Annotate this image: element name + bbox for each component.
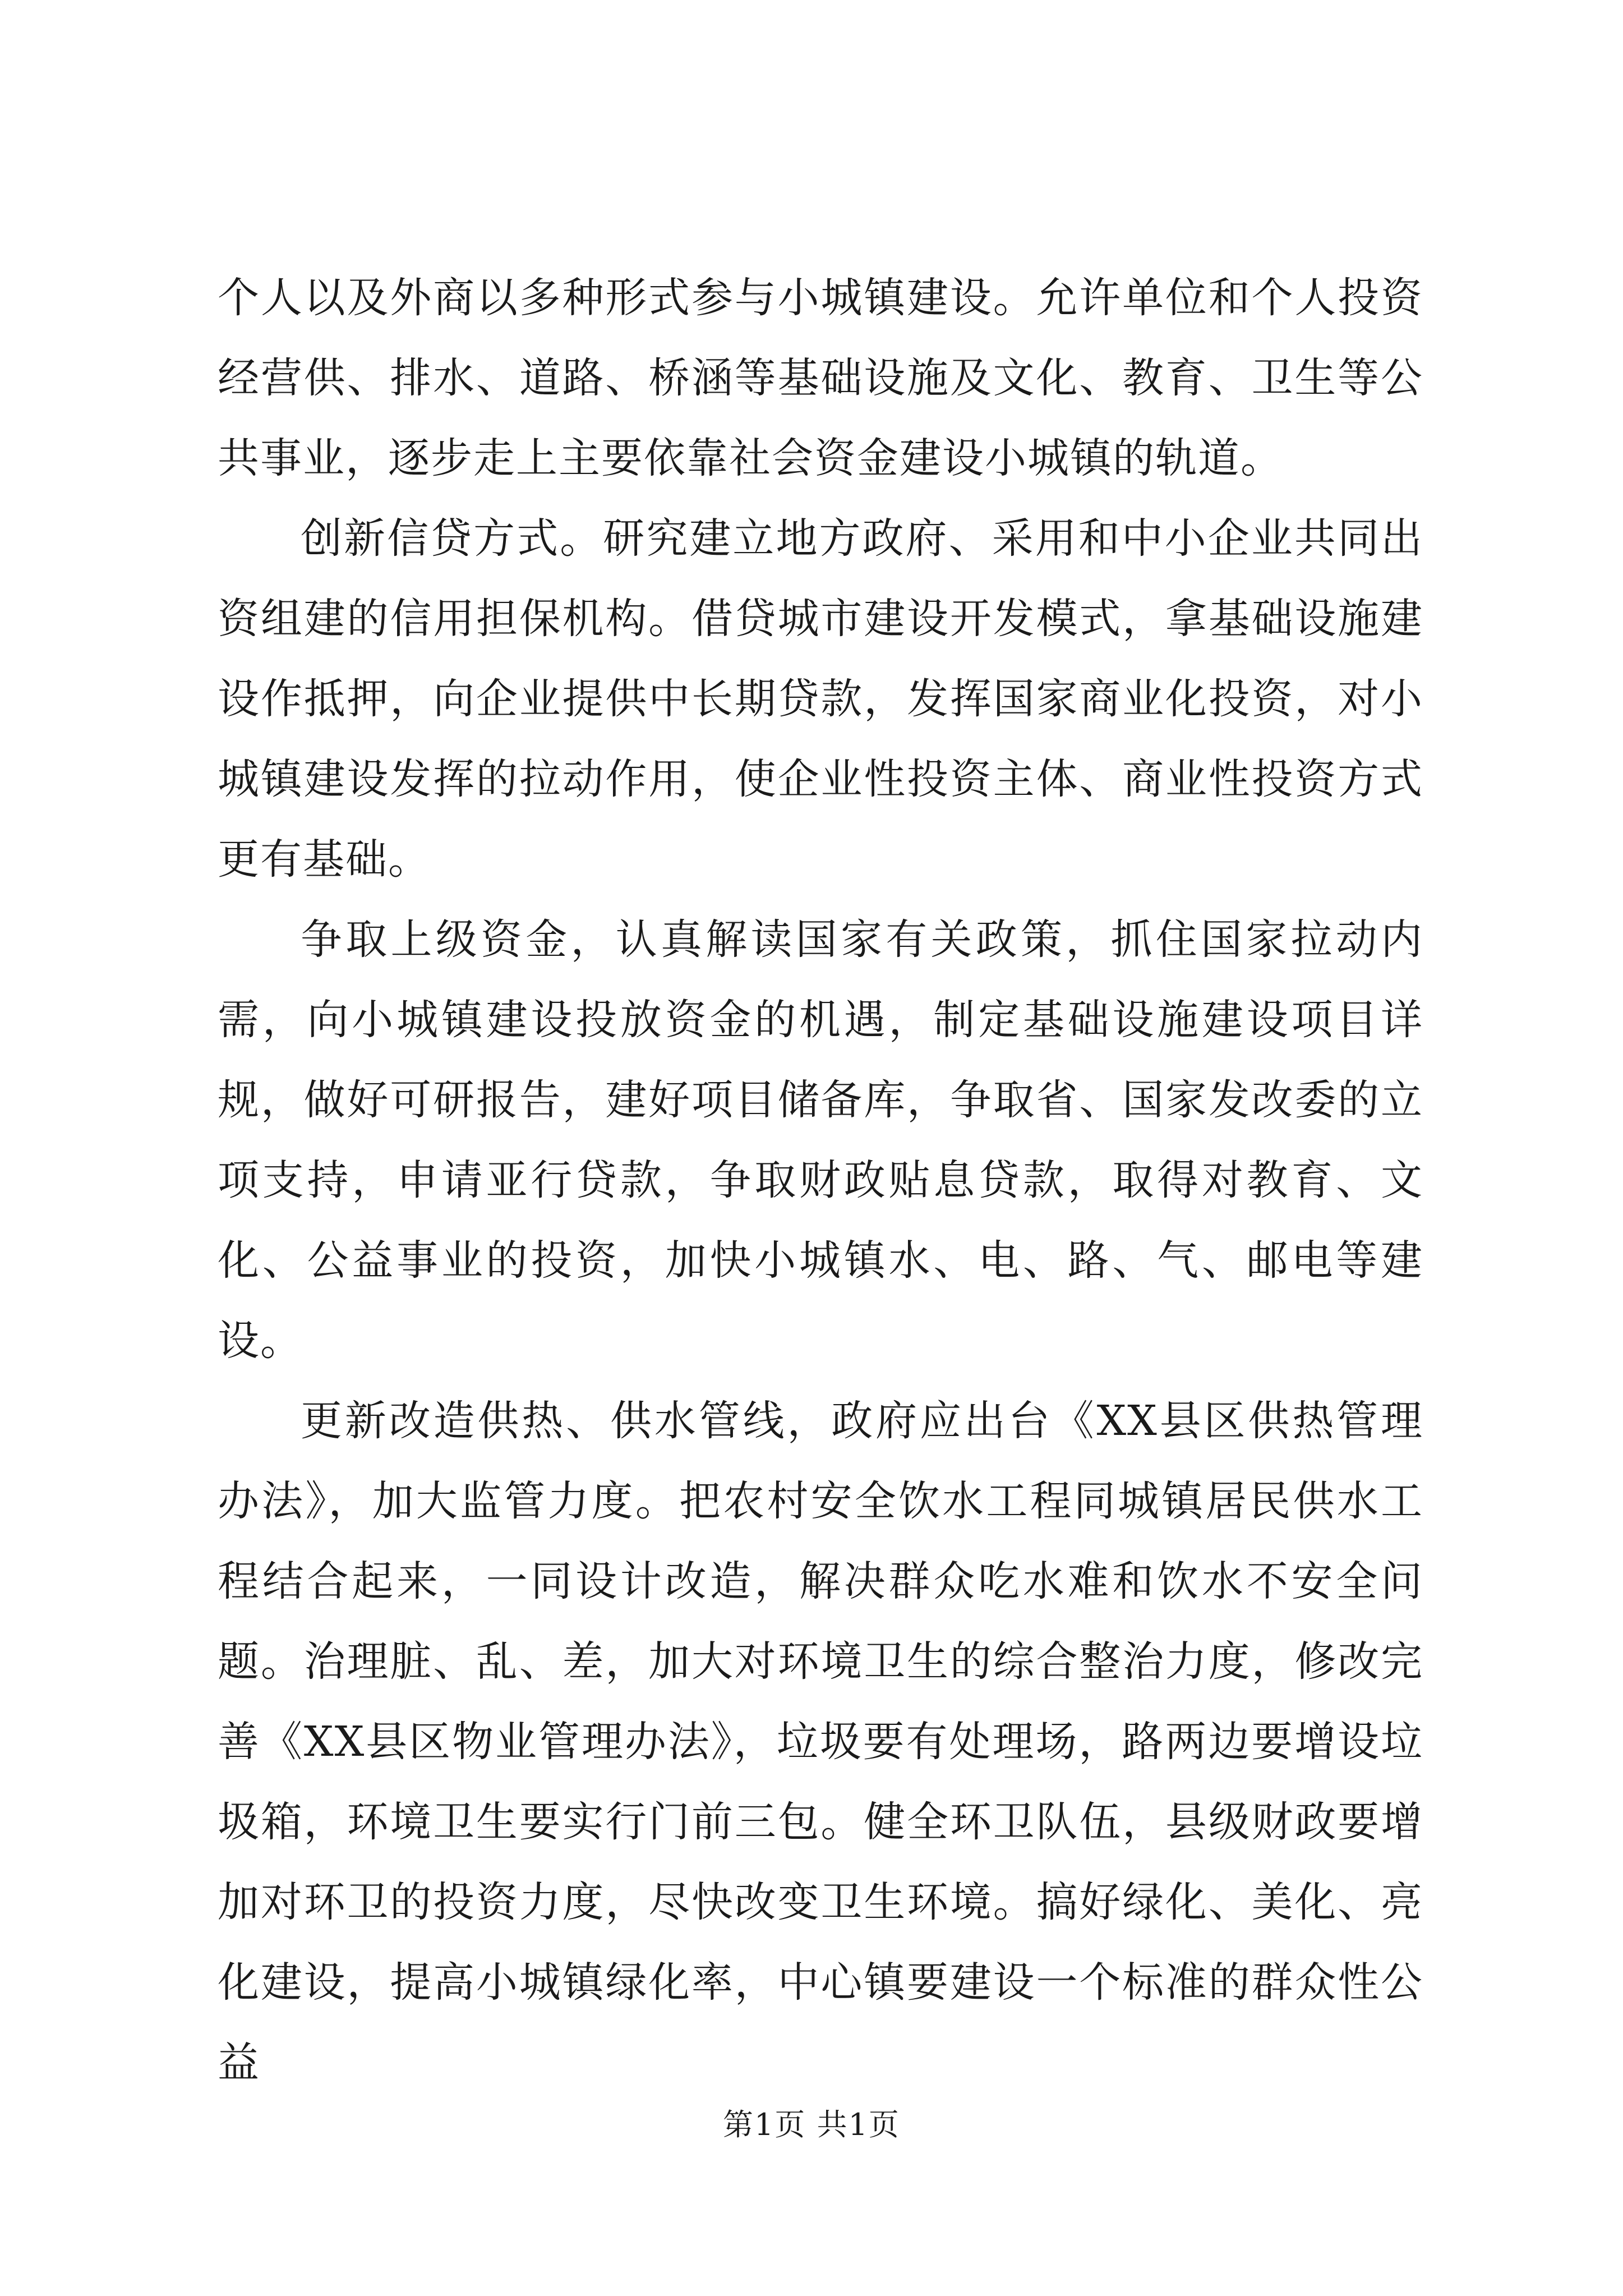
page-number-label: 第1页 共1页 <box>723 2107 900 2142</box>
page-footer <box>0 2101 1623 2144</box>
document-body <box>218 258 1423 2103</box>
paragraph-1: 个人以及外商以多种形式参与小城镇建设。允许单位和个人投资经营供、排水、道路、桥涵等基础设施及文化、教育、卫生等公共事业，逐步走上主要依靠社会资金建设小城镇的轨道。 <box>218 274 1423 482</box>
paragraph-2: 创新信贷方式。研究建立地方政府、采用和中小企业共同出资组建的信用担保机构。借贷城市建设开发模式，拿基础设施建设作抵押，向企业提供中长期贷款，发挥国家商业化投资，对小城镇建设发挥的拉动作用，使企业性投资主体、商业性投资方式更有基础。 <box>218 514 1423 884</box>
paragraph-4: 更新改造供热、供水管线，政府应出台《XX县区供热管理办法》，加大监管力度。把农村安全饮水工程同城镇居民供水工程结合起来，一同设计改造，解决群众吃水难和饮水不安全问题。治理脏、乱、差，加大对环境卫生的综合整治力度，修改完善《XX县区物业管理办法》，垃圾要有处理场，路两边要增设垃圾箱，环境卫生要实行门前三包。健全环卫队伍，县级财政要增加对环卫的投资力度，尽快改变卫生环境。搞好绿化、美化、亮化建设，提高小城镇绿化率，中心镇要建设一个标准的群众性公益 <box>218 1397 1423 2087</box>
paragraph-3: 争取上级资金，认真解读国家有关政策，抓住国家拉动内需，向小城镇建设投放资金的机遇，制定基础设施建设项目详规，做好可研报告，建好项目储备库，争取省、国家发改委的立项支持，申请亚行贷款，争取财政贴息贷款，取得对教育、文化、公益事业的投资，加快小城镇水、电、路、气、邮电等建设。 <box>218 915 1423 1365</box>
